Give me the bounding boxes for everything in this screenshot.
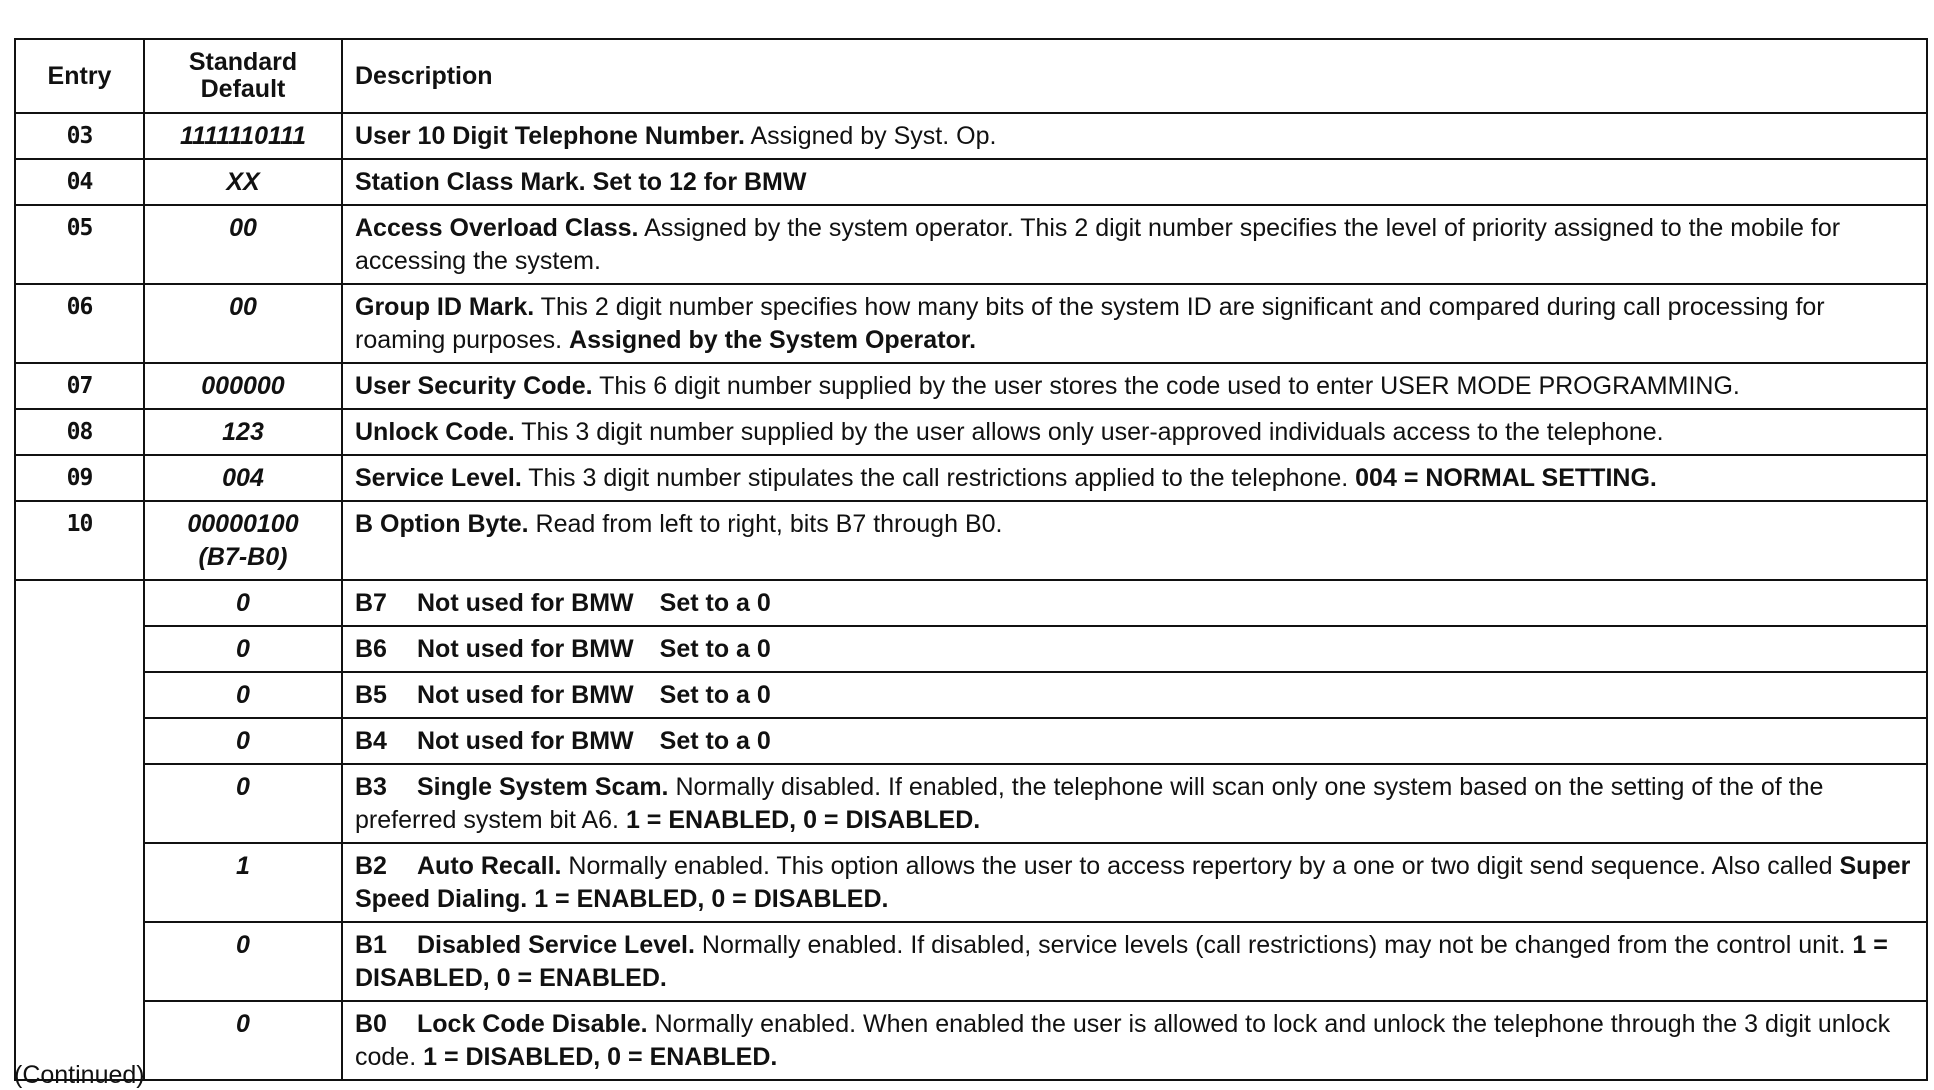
continued-note: (Continued) <box>14 1061 145 1089</box>
bit-label: B1 <box>355 931 387 959</box>
description-cell <box>342 626 1927 672</box>
default-cell: 0 <box>144 922 342 1001</box>
default-cell: 000000 <box>144 363 342 409</box>
description-title: Not used for BMW <box>417 727 634 755</box>
description-cell <box>342 718 1927 764</box>
table-row <box>15 159 1927 205</box>
description-cell <box>342 764 1927 843</box>
default-cell: 123 <box>144 409 342 455</box>
description-title: Single System Scam. <box>417 773 669 801</box>
header-row <box>15 39 1927 113</box>
description-title: Disabled Service Level. <box>417 931 695 959</box>
entry-cell: 10 <box>15 501 144 580</box>
header-standard-default <box>144 39 342 113</box>
description-cell <box>342 1001 1927 1080</box>
table-row <box>15 363 1927 409</box>
bit-row <box>15 580 1927 626</box>
default-cell: 004 <box>144 455 342 501</box>
entry-cell: 09 <box>15 455 144 501</box>
description-text: Normally disabled. If enabled, the telephone will scan only one system based on the setting of the of the preferred system bit A6. <box>355 773 1824 834</box>
description-title: Auto Recall. <box>417 852 562 880</box>
description-text: Assigned by the system operator. This 2 digit number specifies the level of priority assigned to the mobile for accessing the system. <box>355 214 1841 275</box>
default-bit-range: (B7-B0) <box>198 543 288 571</box>
description-title: Lock Code Disable. <box>417 1010 648 1038</box>
description-title: Not used for BMW <box>417 589 634 617</box>
default-cell: 0 <box>144 580 342 626</box>
description-cell <box>342 672 1927 718</box>
header-description: Description <box>342 39 1927 113</box>
bit-label: B2 <box>355 852 387 880</box>
description-cell <box>342 113 1927 159</box>
description-text: This 3 digit number stipulates the call restrictions applied to the telephone. <box>521 464 1356 492</box>
default-cell: 00 <box>144 205 342 284</box>
description-cell <box>342 159 1927 205</box>
default-cell: 0 <box>144 626 342 672</box>
bit-row <box>15 922 1927 1001</box>
header-default-line1: Standard <box>188 48 298 76</box>
description-note: 1 = ENABLED, 0 = DISABLED. <box>625 806 981 834</box>
header-entry: Entry <box>15 39 144 113</box>
default-cell: 1111110111 <box>144 113 342 159</box>
description-note: Super Speed Dialing. 1 = ENABLED, 0 = DISABLED. <box>355 852 1911 913</box>
description-cell <box>342 580 1927 626</box>
bit-label: B0 <box>355 1010 387 1038</box>
entry-cell: 07 <box>15 363 144 409</box>
description-title: B Option Byte. <box>355 510 529 538</box>
description-note: Assigned by the System Operator. <box>569 326 977 354</box>
description-title: Station Class Mark. Set to 12 for BMW <box>355 168 807 196</box>
description-text: Normally enabled. This option allows the user to access repertory by a one or two digit send sequence. Also called <box>561 852 1840 880</box>
bit-label: B4 <box>355 727 387 755</box>
description-text: This 6 digit number supplied by the user stores the code used to enter USER MODE PROGRAMMING. <box>592 372 1740 400</box>
entry-cell: 05 <box>15 205 144 284</box>
header-default-line2: Default <box>200 75 286 103</box>
description-cell <box>342 409 1927 455</box>
entry-cell-empty <box>15 580 144 1080</box>
description-title: Service Level. <box>355 464 522 492</box>
default-cell: 0 <box>144 1001 342 1080</box>
default-cell <box>144 501 342 580</box>
table-row <box>15 455 1927 501</box>
description-note: Set to a 0 <box>659 589 771 617</box>
description-text: Read from left to right, bits B7 through B0. <box>528 510 1003 538</box>
bit-row <box>15 672 1927 718</box>
table-row <box>15 284 1927 363</box>
description-text: Normally enabled. If disabled, service levels (call restrictions) may not be changed from the control unit. <box>694 931 1853 959</box>
description-note: 004 = NORMAL SETTING. <box>1355 464 1657 492</box>
description-note: 1 = DISABLED, 0 = ENABLED. <box>355 931 1888 992</box>
bit-row <box>15 1001 1927 1080</box>
description-text: Assigned by Syst. Op. <box>744 122 997 150</box>
table-row <box>15 205 1927 284</box>
description-cell <box>342 205 1927 284</box>
description-title: Access Overload Class. <box>355 214 639 242</box>
entry-cell: 06 <box>15 284 144 363</box>
default-cell: 1 <box>144 843 342 922</box>
bit-label: B5 <box>355 681 387 709</box>
bit-row <box>15 718 1927 764</box>
description-cell <box>342 922 1927 1001</box>
description-title: Not used for BMW <box>417 635 634 663</box>
bit-label: B3 <box>355 773 387 801</box>
description-title: User 10 Digit Telephone Number. <box>355 122 745 150</box>
description-cell <box>342 363 1927 409</box>
description-cell <box>342 501 1927 580</box>
entry-cell: 04 <box>15 159 144 205</box>
description-title: User Security Code. <box>355 372 593 400</box>
description-text: This 3 digit number supplied by the user allows only user-approved individuals access to the telephone. <box>514 418 1664 446</box>
entry-cell: 03 <box>15 113 144 159</box>
default-cell: XX <box>144 159 342 205</box>
description-cell <box>342 455 1927 501</box>
description-title: Not used for BMW <box>417 681 634 709</box>
bit-row <box>15 626 1927 672</box>
default-cell: 00 <box>144 284 342 363</box>
bit-label: B7 <box>355 589 387 617</box>
entry-cell: 08 <box>15 409 144 455</box>
description-text: Normally enabled. When enabled the user is allowed to lock and unlock the telephone through the 3 digit unlock code. <box>355 1010 1891 1071</box>
default-cell: 0 <box>144 672 342 718</box>
bit-row <box>15 843 1927 922</box>
default-cell: 0 <box>144 718 342 764</box>
default-cell: 0 <box>144 764 342 843</box>
description-note: Set to a 0 <box>659 635 771 663</box>
description-title: Unlock Code. <box>355 418 515 446</box>
table-row <box>15 113 1927 159</box>
bit-row <box>15 764 1927 843</box>
bit-label: B6 <box>355 635 387 663</box>
option-table <box>14 38 1928 1081</box>
description-note: Set to a 0 <box>659 727 771 755</box>
table-row <box>15 501 1927 580</box>
description-text: This 2 digit number specifies how many bits of the system ID are significant and compared during call processing for roaming purposes. <box>355 293 1825 354</box>
description-title: Group ID Mark. <box>355 293 535 321</box>
description-cell <box>342 284 1927 363</box>
table-row <box>15 409 1927 455</box>
default-value: 00000100 <box>187 510 299 538</box>
description-cell <box>342 843 1927 922</box>
description-note: 1 = DISABLED, 0 = ENABLED. <box>423 1043 778 1071</box>
description-note: Set to a 0 <box>659 681 771 709</box>
